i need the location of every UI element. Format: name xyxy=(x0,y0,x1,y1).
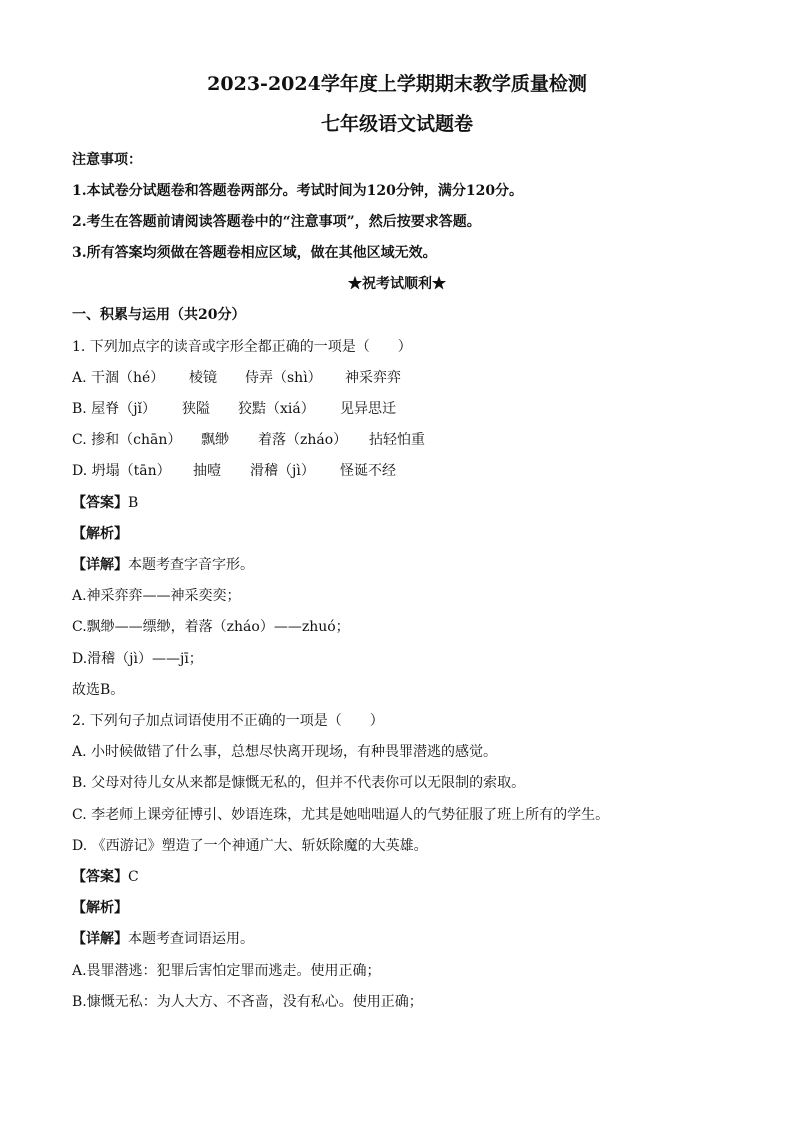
answer-value: C xyxy=(128,869,139,885)
question-2-explanation-2: B.慷慨无私：为人大方、不吝啬，没有私心。使用正确； xyxy=(72,994,423,1010)
option-d-word-3: 滑稽（jì） xyxy=(250,463,315,479)
question-2-detail xyxy=(72,930,254,948)
detail-tag: 【详解】 xyxy=(72,931,128,947)
notice-item-1: 1.本试卷分试题卷和答题卷两部分。考试时间为120分钟，满分120分。 xyxy=(72,183,524,199)
detail-text: 本题考查字音字形。 xyxy=(128,557,254,573)
question-2-option-c: C. 李老师上课旁征博引、妙语连珠，尤其是她咄咄逼人的气势征服了班上所有的学生。 xyxy=(72,807,610,823)
option-b-word-3: 狡黠（xiá） xyxy=(238,401,315,417)
answer-tag: 【答案】 xyxy=(72,869,128,885)
option-a-word-4: 神采弈弈 xyxy=(345,370,401,386)
option-b-word-2: 狭隘 xyxy=(182,401,210,417)
answer-value: B xyxy=(128,495,139,511)
notice-item-2: 2.考生在答题前请阅读答题卷中的“注意事项”，然后按要求答题。 xyxy=(72,214,481,230)
option-c-word-3: 着落（zháo） xyxy=(258,432,348,448)
question-1-analysis-tag: 【解析】 xyxy=(72,526,128,542)
notice-item-3: 3.所有答案均须做在答题卷相应区域，做在其他区域无效。 xyxy=(72,245,437,261)
question-2-explanation-1: A.畏罪潜逃：犯罪后害怕定罪而逃走。使用正确； xyxy=(72,963,381,979)
option-a-word-3: 侍弄（shì） xyxy=(245,370,322,386)
question-2-answer xyxy=(72,868,139,886)
answer-tag: 【答案】 xyxy=(72,495,128,511)
option-a-word-2: 棱镜 xyxy=(189,370,217,386)
question-1-stem: 1. 下列加点字的读音或字形全都正确的一项是（ ） xyxy=(72,339,412,355)
option-c-word-2: 飘缈 xyxy=(201,432,229,448)
blessing-line: ★祝考试顺利★ xyxy=(348,276,446,292)
question-1-explanation-2: C.飘缈——缥缈，着落（zháo）——zhuó； xyxy=(72,619,350,635)
notice-heading: 注意事项： xyxy=(72,152,142,168)
document-title: 2023-2024学年度上学期期末教学质量检测 xyxy=(207,73,587,95)
question-1-explanation-1: A.神采弈弈——神采奕奕； xyxy=(72,588,241,604)
question-1-answer xyxy=(72,494,138,512)
question-2-option-d: D. 《西游记》塑造了一个神通广大、斩妖除魔的大英雄。 xyxy=(72,838,428,854)
section-heading: 一、积累与运用（共20分） xyxy=(72,307,246,323)
option-d-word-2: 抽噎 xyxy=(193,463,221,479)
option-b-word-4: 见异思迁 xyxy=(340,401,396,417)
option-d-word-4: 怪诞不经 xyxy=(340,463,396,479)
option-c-word-1: C. 掺和（chān） xyxy=(72,432,182,448)
option-a-word-1: A. 干涸（hé） xyxy=(72,370,165,386)
option-d-word-1: D. 坍塌（tān） xyxy=(72,463,171,479)
question-1-explanation-3: D.滑稽（jì）——jī； xyxy=(72,651,203,667)
question-1-detail xyxy=(72,556,254,574)
question-2-option-a: A. 小时候做错了什么事，总想尽快离开现场，有种畏罪潜逃的感觉。 xyxy=(72,744,498,760)
question-1-explanation-4: 故选B。 xyxy=(72,682,125,698)
question-2-analysis-tag: 【解析】 xyxy=(72,900,128,916)
detail-tag: 【详解】 xyxy=(72,557,128,573)
document-subtitle: 七年级语文试题卷 xyxy=(320,113,473,135)
option-b-word-1: B. 屋脊（jǐ） xyxy=(72,401,157,417)
question-2-stem: 2. 下列句子加点词语使用不正确的一项是（ ） xyxy=(72,713,384,729)
detail-text: 本题考查词语运用。 xyxy=(128,931,254,947)
question-2-option-b: B. 父母对待儿女从来都是慷慨无私的，但并不代表你可以无限制的索取。 xyxy=(72,775,526,791)
option-c-word-4: 拈轻怕重 xyxy=(369,432,425,448)
